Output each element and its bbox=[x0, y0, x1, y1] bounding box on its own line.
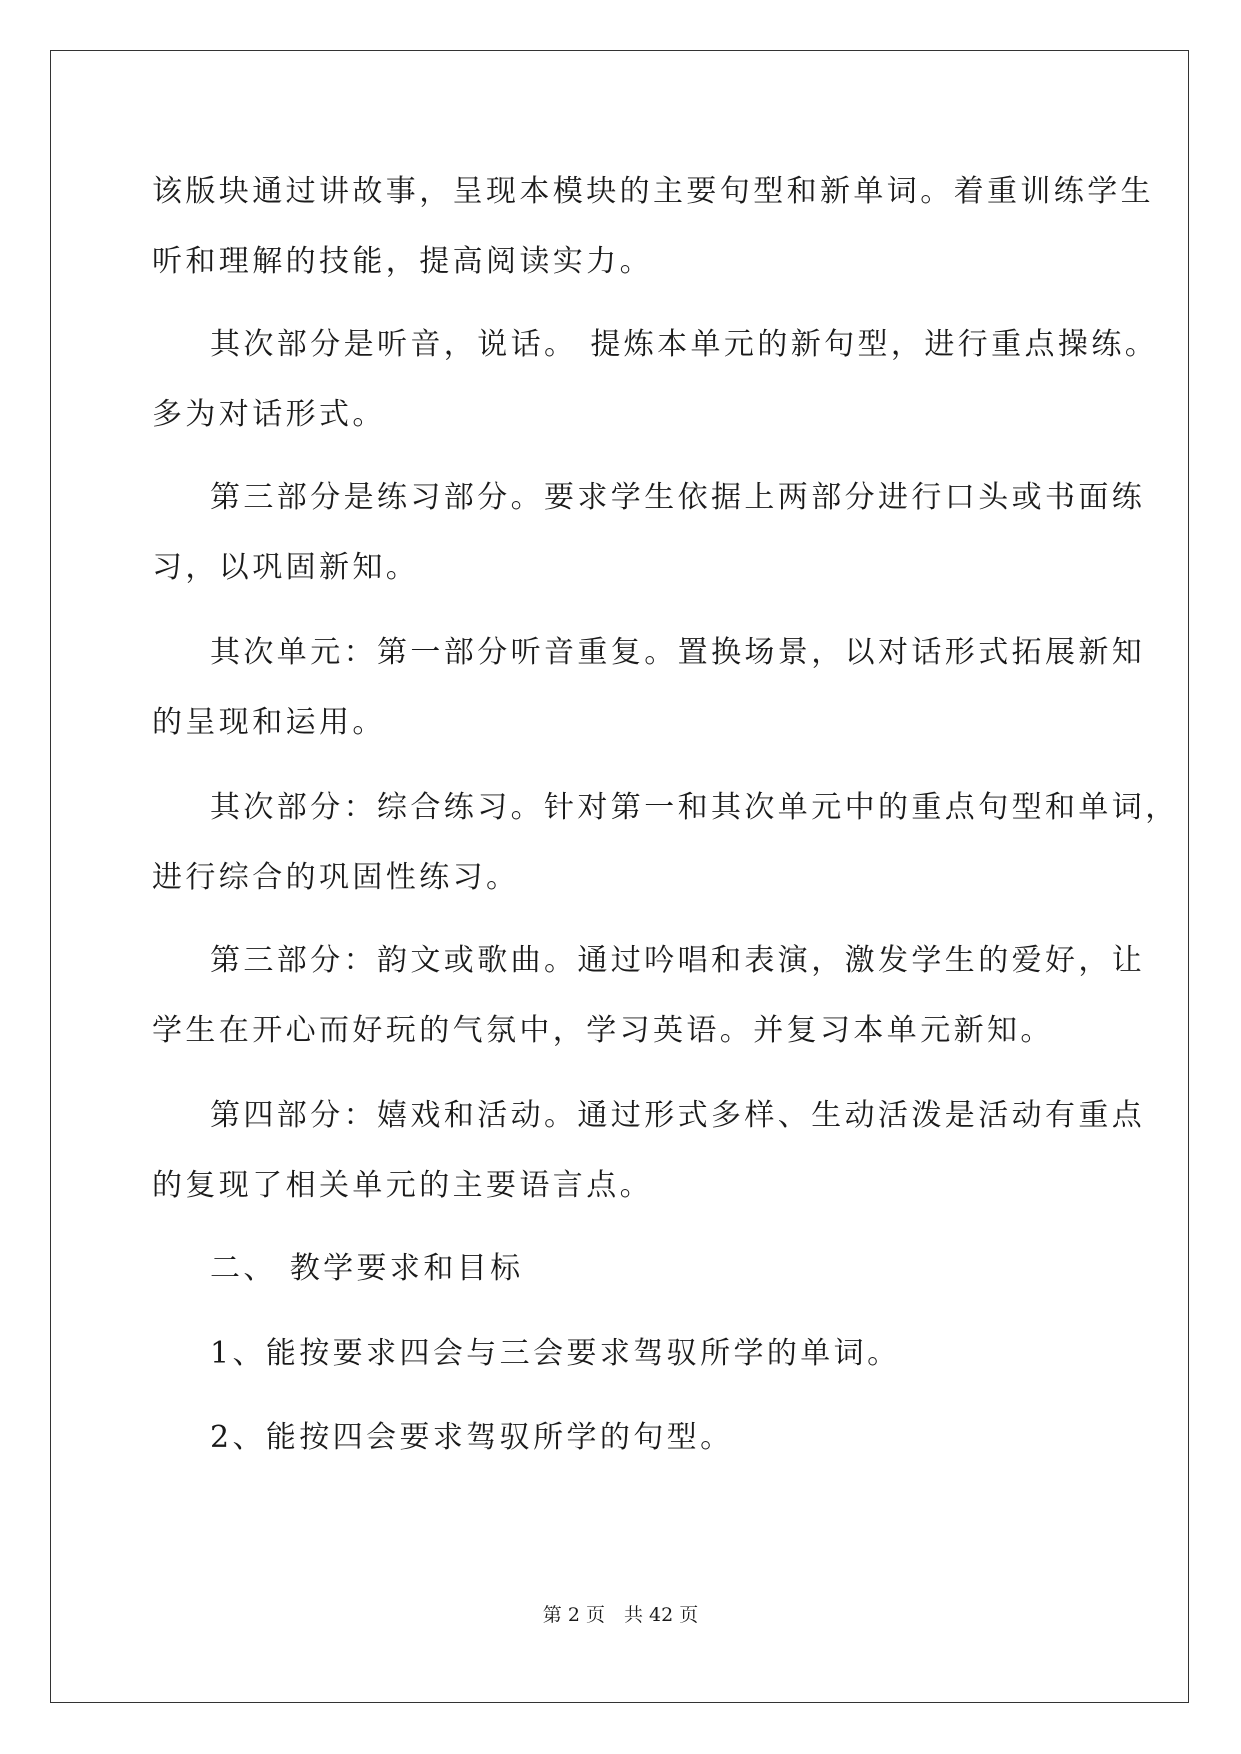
text-line: 其次部分：综合练习。针对第一和其次单元中的重点句型和单词， bbox=[210, 790, 1179, 825]
text-line: 第三部分：韵文或歌曲。通过吟唱和表演，激发学生的爱好，让 bbox=[210, 943, 1146, 978]
text-line: 习，以巩固新知。 bbox=[152, 550, 420, 585]
text-line: 其次部分是听音，说话。 提炼本单元的新句型，进行重点操练。 bbox=[210, 327, 1159, 362]
section-heading: 二、 教学要求和目标 bbox=[210, 1251, 524, 1286]
list-item: 1、能按要求四会与三会要求驾驭所学的单词。 bbox=[210, 1336, 901, 1371]
page-footer bbox=[0, 1604, 1241, 1626]
text-line: 听和理解的技能，提高阅读实力。 bbox=[152, 244, 653, 279]
text-line: 第三部分是练习部分。要求学生依据上两部分进行口头或书面练 bbox=[210, 480, 1146, 515]
text-line: 学生在开心而好玩的气氛中，学习英语。并复习本单元新知。 bbox=[152, 1013, 1054, 1048]
text-line: 其次单元：第一部分听音重复。置换场景，以对话形式拓展新知 bbox=[210, 635, 1146, 670]
text-line: 第四部分：嬉戏和活动。通过形式多样、生动活泼是活动有重点 bbox=[210, 1098, 1146, 1133]
text-line: 多为对话形式。 bbox=[152, 397, 386, 432]
list-item: 2、能按四会要求驾驭所学的句型。 bbox=[210, 1420, 734, 1455]
text-line: 的复现了相关单元的主要语言点。 bbox=[152, 1168, 653, 1203]
text-line: 进行综合的巩固性练习。 bbox=[152, 860, 520, 895]
text-line: 该版块通过讲故事，呈现本模块的主要句型和新单词。着重训练学生 bbox=[152, 174, 1154, 209]
page-number-label: 第 2 页 共 42 页 bbox=[542, 1604, 699, 1626]
text-line: 的呈现和运用。 bbox=[152, 705, 386, 740]
